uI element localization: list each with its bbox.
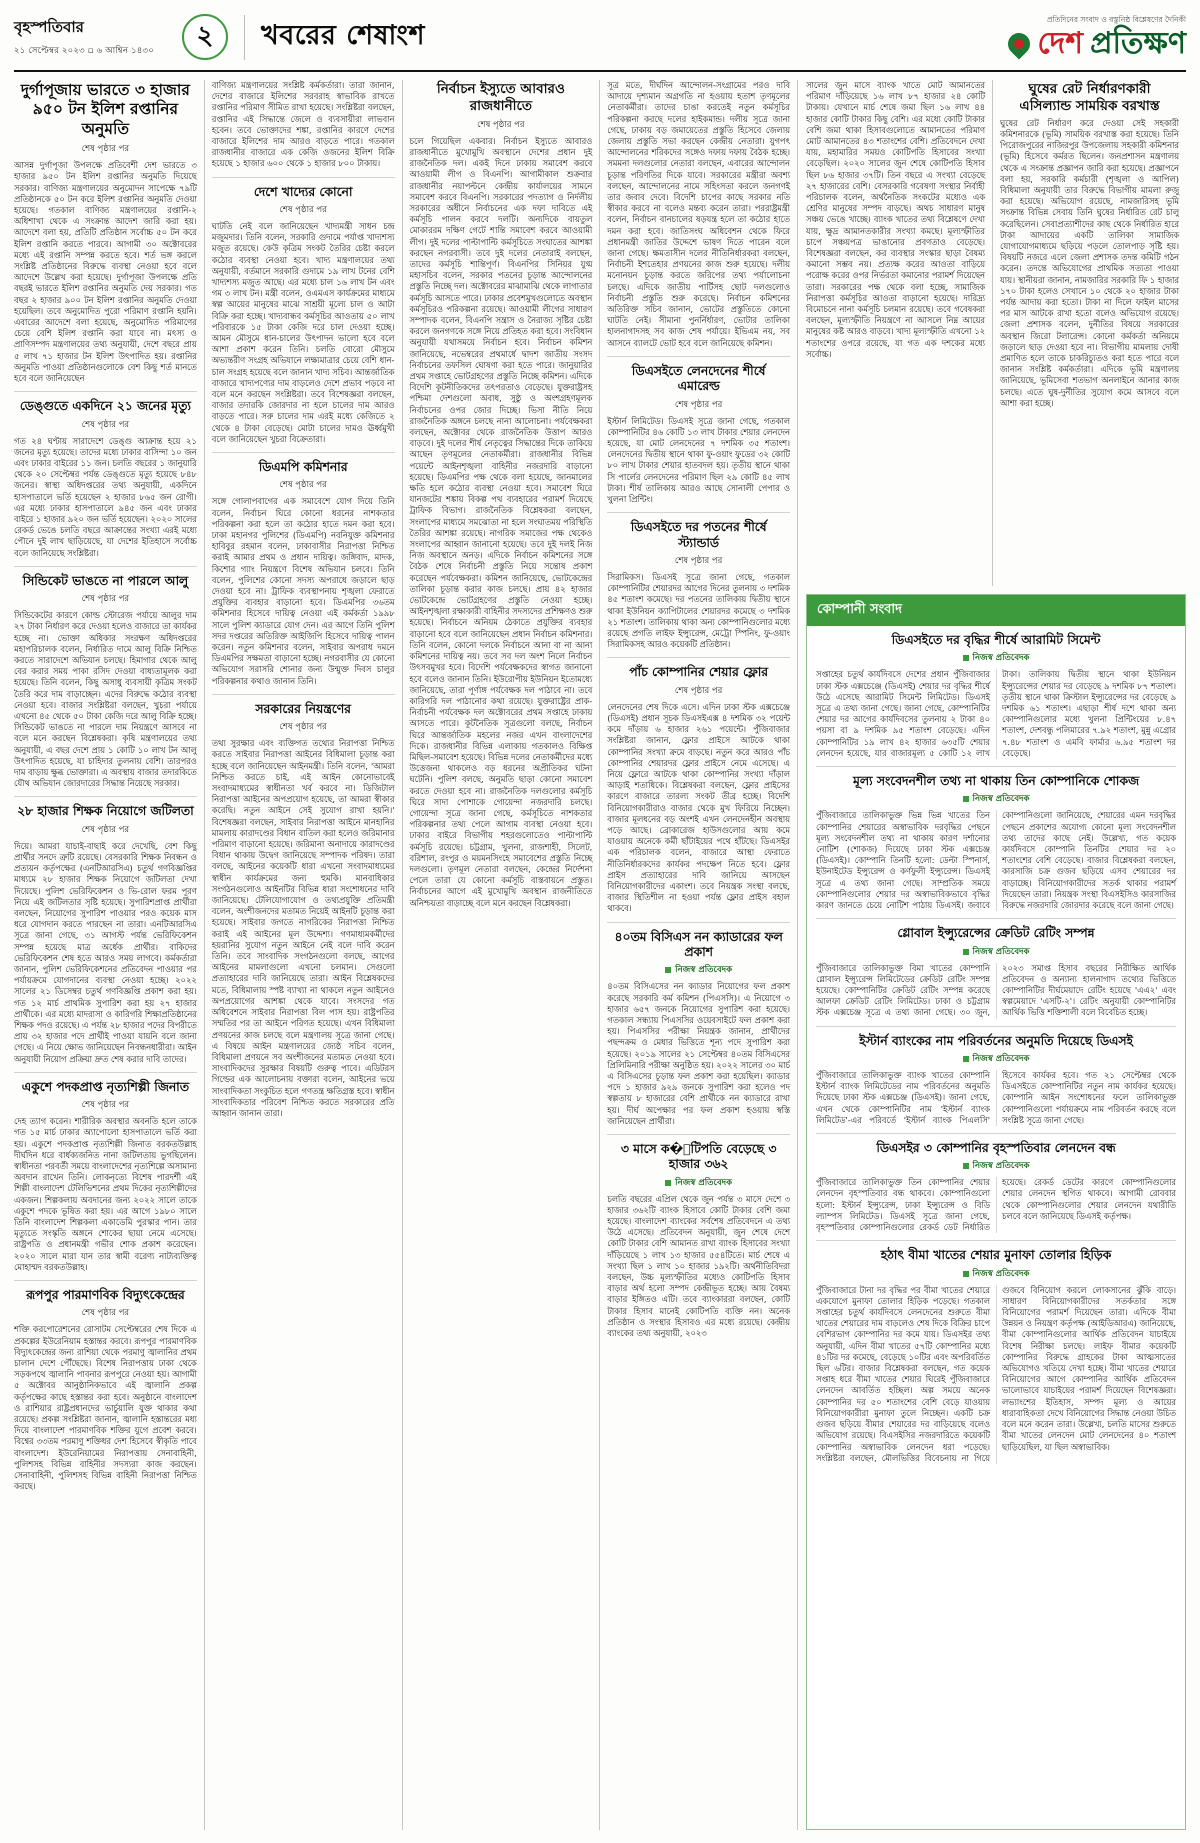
page-number-badge: ২	[182, 14, 228, 60]
article-body: ৪০তম বিসিএসের নন ক্যাডার নিয়োগের ফল প্রকাশ করেছে সরকারি কর্ম কমিশন (পিএসসি)। এ নিয়োগে ৩ হাজার ৬৫৭ জনকে নিয়োগের সুপারিশ করা হয়েছে। গতকাল সন্ধ্যায় পিএসসির ওয়েবসাইটে ফল প্রকাশ করা হয়। পিএসসির পরীক্ষা নিয়ন্ত্রক জানান, প্রার্থীদের পছন্দক্রম ও মেধার ভিত্তিতে শূন্য পদে সুপারিশ করা হয়েছে। ২০১৯ সালের ২১ সেপ্টেম্বর ৪০তম বিসিএসের প্রিলিমিনারি পরীক্ষা অনুষ্ঠিত হয়। ২০২২ সালের ৩০ মার্চ এ বিসিএসের চূড়ান্ত ফল প্রকাশ করা হয়েছিল। ক্যাডার পদে ১ হাজার ৯২৯ জনকে সুপারিশ করা হলেও পদ স্বল্পতায় ৮ হাজারের বেশি প্রার্থীকে নন ক্যাডারে রাখা হয়। দীর্ঘ অপেক্ষার পর ফল প্রকাশ হওয়ায় স্বস্তি জানিয়েছেন প্রার্থীরা।	[607, 981, 790, 1126]
article	[14, 566, 197, 790]
green-square-icon	[963, 1056, 969, 1062]
article	[816, 1240, 1176, 1464]
green-square-icon	[665, 1180, 671, 1186]
article-headline: দুর্গাপূজায় ভারতে ৩ হাজার ৯৫০ টন ইলিশ রপ্তানির অনুমতি	[20, 81, 190, 138]
right-region	[798, 80, 1186, 1830]
article	[14, 796, 197, 1064]
company-news-title-bar: কোম্পানী সংবাদ	[807, 595, 1185, 626]
article-body: পুঁজিবাজারে টানা দর বৃদ্ধির পর বীমা খাতের শেয়ারে একযোগে মুনাফা তোলার হিড়িক পড়েছে। গতকাল সপ্তাহের চতুর্থ কার্যদিবসে লেনদেনের শুরুতে বীমা খাতের শেয়ারের দাম বাড়লেও শেষ দিকে বিক্রির চাপে বেশিরভাগ কোম্পানির দর কমে যায়। ডিএসইর তথ্য অনুযায়ী, এদিন বীমা খাতের ৫৭টি কোম্পানির মধ্যে ৪১টির দর কমেছে, বেড়েছে ১০টির এবং অপরিবর্তিত ছিল ৬টির। বাজার বিশ্লেষকরা বলছেন, গত কয়েক সপ্তাহ ধরে বীমা খাতের শেয়ার ঘিরেই পুঁজিবাজারে লেনদেন আবর্তিত হচ্ছিল। অল্প সময়ে অনেক কোম্পানির দর ৫০ শতাংশের বেশি বেড়ে যাওয়ায় বিনিয়োগকারীরা মুনাফা তুলে নিচ্ছেন। একটি চক্র গুজব ছড়িয়ে বীমার শেয়ারের দর বাড়িয়েছে বলেও অভিযোগ রয়েছে। বিএসইসির নজরদারিতে কয়েকটি কোম্পানির অস্বাভাবিক লেনদেন ধরা পড়েছে। সংশ্লিষ্টরা বলছেন, মৌলভিত্তির বিবেচনায় না গিয়ে গুজবে বিনিয়োগ করলে লোকসানের ঝুঁকি বাড়ে। সাধারণ বিনিয়োগকারীদের সতর্কতার সঙ্গে বিনিয়োগের পরামর্শ দিয়েছেন তারা। এদিকে বীমা উন্নয়ন ও নিয়ন্ত্রণ কর্তৃপক্ষ (আইডিআরএ) জানিয়েছে, বীমা কোম্পানিগুলোর আর্থিক প্রতিবেদন যাচাইয়ে বিশেষ নিরীক্ষা চলছে। লাইফ বীমার কয়েকটি কোম্পানির বিরুদ্ধে গ্রাহকের টাকা আত্মসাতের অভিযোগও খতিয়ে দেখা হচ্ছে। বীমা খাতের শেয়ারে বিনিয়োগের আগে কোম্পানির আর্থিক প্রতিবেদন ভালোভাবে যাচাইয়ের পরামর্শ দিয়েছেন বিশেষজ্ঞরা। লভ্যাংশের ইতিহাস, সম্পদ মূল্য ও আয়ের ধারাবাহিকতা দেখে বিনিয়োগের সিদ্ধান্ত নেওয়া উচিত বলে মনে করেন তারা। উল্লেখ্য, চলতি মাসের শুরুতে বীমা খাতের লেনদেন মোট লেনদেনের ৪০ শতাংশ ছাড়িয়েছিল, যা ছিল অস্বাভাবিক।	[816, 1284, 1176, 1463]
article-body: বাণিজ্য মন্ত্রণালয়ের সংশ্লিষ্ট কর্মকর্তারা। তারা জানান, দেশের বাজারে ইলিশের সরবরাহ স্বাভাবিক রাখতে রপ্তানির পরিমাণ সীমিত রাখা হয়েছে। সংশ্লিষ্টরা বলছেন, রপ্তানির এই সিদ্ধান্তে জেলে ও ব্যবসায়ীরা লাভবান হবেন। তবে ভোক্তাদের শঙ্কা, রপ্তানির কারণে দেশের বাজারে ইলিশের দাম আরও বাড়তে পারে। গতকাল রাজধানীর বাজারে এক কেজি ওজনের ইলিশ বিক্রি হয়েছে ১ হাজার ৬০০ থেকে ১ হাজার ৮০০ টাকায়।	[211, 80, 395, 169]
article-headline: নির্বাচন ইস্যুতে আবারও রাজধানীতে	[436, 81, 565, 114]
article-body: আসন্ন দুর্গাপূজা উপলক্ষে প্রতিবেশী দেশ ভারতে ৩ হাজার ৯৫০ টন ইলিশ রপ্তানির অনুমতি দিয়েছে সরকার। বাণিজ্য মন্ত্রণালয়ের অনুমোদন সাপেক্ষে ৭৯টি প্রতিষ্ঠানকে ৫০ টন করে ইলিশ রপ্তানির অনুমতি দেওয়া হয়েছে। গতকাল বাণিজ্য মন্ত্রণালয়ের রপ্তানি-২ অধিশাখা থেকে এ সংক্রান্ত আদেশ জারি করা হয়। আদেশে বলা হয়, প্রতিটি প্রতিষ্ঠান সর্বোচ্চ ৫০ টন করে ইলিশ রপ্তানি করতে পারবে। আগামী ৩০ অক্টোবরের মধ্যে এই রপ্তানি সম্পন্ন করতে হবে। শর্ত ভঙ্গ করলে সংশ্লিষ্ট প্রতিষ্ঠানের বিরুদ্ধে ব্যবস্থা নেওয়া হবে বলে আদেশে উল্লেখ করা হয়েছে। দুর্গাপূজা উপলক্ষে প্রতি বছরই ভারতে ইলিশ রপ্তানির অনুমতি দেয় সরকার। গত বছর ২ হাজার ৯০০ টন ইলিশ রপ্তানির অনুমতি দেওয়া হয়েছিল। তবে অনুমোদিত পুরো পরিমাণ রপ্তানি হয়নি। এবারের আদেশে বলা হয়েছে, অনুমোদিত পরিমাণের চেয়ে বেশি ইলিশ রপ্তানি করা যাবে না। মৎস্য ও প্রাণিসম্পদ মন্ত্রণালয়ের তথ্য অনুযায়ী, দেশে বছরে প্রায় ৫ লাখ ৭১ হাজার টন ইলিশ উৎপাদিত হয়। রপ্তানির অনুমতি পাওয়া প্রতিষ্ঠানগুলোকে বেশ কিছু শর্ত মানতে হবে বলে জানিয়েছেন	[14, 160, 197, 383]
article-headline: হঠাৎ বীমা খাতের শেয়ার মুনাফা তোলার হিড়িক	[880, 1248, 1112, 1263]
green-square-icon	[963, 796, 969, 802]
masthead-block	[1008, 15, 1186, 59]
masthead-tagline: প্রতিদিনের সংবাদ ও বস্তুনিষ্ঠ বিশ্লেষণের দৈনিকী	[1046, 15, 1186, 24]
reporter-byline	[816, 1052, 1176, 1066]
article-headline: পাঁচ কোম্পানির শেয়ার ফ্লোর	[629, 665, 769, 680]
article	[607, 1134, 790, 1339]
reporter-byline-text: নিজস্ব প্রতিবেদক	[972, 794, 1030, 805]
article	[607, 80, 790, 349]
article	[212, 80, 395, 170]
article	[1000, 81, 1179, 409]
reporter-byline-text: নিজস্ব প্রতিবেদক	[972, 653, 1030, 664]
right-top-column-2	[993, 80, 1186, 586]
page-header	[14, 10, 1186, 64]
article-body: শক্তি করপোরেশনের রোসাটম সেপ্টেম্বরের শেষ দিকে এ প্রকল্পের ইউরেনিয়াম হস্তান্তর করবে। রূপপুর পারমাণবিক বিদ্যুৎকেন্দ্রের জন্য রাশিয়া থেকে পরমাণু জ্বালানির প্রথম চালান দেশে পৌঁছেছে। বিশেষ নিরাপত্তায় ঢাকা থেকে সড়কপথে জ্বালানি পাবনার রূপপুরে নেওয়া হয়। আগামী ৫ অক্টোবর আনুষ্ঠানিকভাবে এই জ্বালানি প্রকল্প কর্তৃপক্ষের কাছে হস্তান্তর করা হবে। অনুষ্ঠানে বাংলাদেশ ও রাশিয়ার রাষ্ট্রপ্রধানদের ভার্চুয়ালি যুক্ত থাকার কথা রয়েছে। প্রকল্প সংশ্লিষ্টরা জানান, জ্বালানি হস্তান্তরের মধ্য দিয়ে বাংলাদেশ পারমাণবিক শক্তির যুগে প্রবেশ করবে। বিশ্বের ৩৩তম পরমাণু শক্তিধর দেশ হিসেবে স্বীকৃতি পাবে বাংলাদেশ। ইউরেনিয়ামের নিরাপত্তায় সেনাবাহিনী, পুলিশসহ বিভিন্ন বাহিনীর সদস্যরা কাজ করছেন। সেনাবাহিনী, পুলিশসহ বিভিন্ন বাহিনী নিরাপত্তা নিশ্চিত করছে।	[14, 1324, 197, 1492]
article-body: চলতি বছরের এপ্রিল থেকে জুন পর্যন্ত ৩ মাসে দেশে ৩ হাজার ৩৬২টি ব্যাংক হিসাবে কোটি টাকার বেশি জমা হয়েছে। বাংলাদেশ ব্যাংকের সর্বশেষ প্রতিবেদনে এ তথ্য উঠে এসেছে। প্রতিবেদন অনুযায়ী, জুন শেষে দেশে কোটি টাকার বেশি আমানত রাখা ব্যাংক হিসাবের সংখ্যা দাঁড়িয়েছে ১ লাখ ১৩ হাজার ৫৫৪টিতে। মার্চ শেষে এ সংখ্যা ছিল ১ লাখ ১০ হাজার ১৯২টি। অর্থনীতিবিদরা বলছেন, উচ্চ মূল্যস্ফীতির মধ্যেও কোটিপতি হিসাব বাড়ার অর্থ হলো সম্পদ কেন্দ্রীভূত হচ্ছে। আয় বৈষম্য বাড়ার ইঙ্গিতও এটি। তবে ব্যাংকাররা বলছেন, কোটি টাকার হিসাব মানেই কোটিপতি ব্যক্তি নন। অনেক প্রতিষ্ঠান ও সংস্থার হিসাবও এর মধ্যে রয়েছে। কেন্দ্রীয় ব্যাংকের তথ্য অনুযায়ী, ২০২৩	[607, 1193, 790, 1339]
article	[14, 1280, 197, 1492]
article-headline: ডিএসইতে লেনদেনের শীর্ষে এমারেল্ড	[631, 363, 766, 394]
logo-word-desh: দেশ	[1037, 26, 1084, 61]
article-headline: সরকারের নিয়ন্ত্রণের	[255, 701, 351, 716]
green-square-icon	[963, 655, 969, 661]
article-headline: ২৮ হাজার শিক্ষক নিয়োগে জটিলতা	[17, 804, 194, 819]
article	[816, 1133, 1176, 1233]
article-body: ইস্টার্ন লিমিটেড। ডিএসই সূত্রে জানা গেছে, গতকাল কোম্পানিটির ৪৬ কোটি ১৩ লাখ টাকার শেয়ার লেনদেন হয়েছে, যা মোট লেনদেনের ৭ দশমিক ৩৫ শতাংশ। লেনদেনের দ্বিতীয় স্থানে থাকা ফু-ওয়াং ফুডের ৩২ কোটি ৮০ লাখ টাকার শেয়ার হাতবদল হয়। তৃতীয় স্থানে থাকা সি পার্লের লেনদেনের পরিমাণ ছিল ২৯ কোটি ৪৫ লাখ টাকা। শীর্ষ তালিকায় আরও আছে সোনালী পেপার ও খুলনা প্রিন্টিং।	[607, 415, 790, 505]
weekday-label: বৃহস্পতিবার	[14, 18, 84, 36]
article	[607, 922, 790, 1127]
article-headline: ৩ মাসে ক�োটিপতি বেড়েছে ৩ হাজার ৩৬২	[620, 1141, 777, 1172]
article-body: দিয়ে। আমরা যাচাই-বাছাই করে দেখেছি, বেশ কিছু প্রার্থীর সনদে ত্রুটি রয়েছে। বেসরকারি শিক্ষক নিবন্ধন ও প্রত্যয়ন কর্তৃপক্ষের (এনটিআরসিএ) চতুর্থ গণবিজ্ঞপ্তির মাধ্যমে ২৮ হাজার শিক্ষক নিয়োগে জটিলতা দেখা দিয়েছে। পুলিশ ভেরিফিকেশন ও ভি-রোল ফরম পূরণ নিয়ে এই জটিলতার সৃষ্টি হয়েছে। সুপারিশপ্রাপ্ত প্রার্থীরা বলছেন, নিয়োগের সুপারিশ পাওয়ার পরও কয়েক মাস ধরে যোগদান করতে পারছেন না তারা। এনটিআরসিএ সূত্রে জানা গেছে, ৩১ আগস্ট পর্যন্ত ভেরিফিকেশন সম্পন্ন হয়েছে মাত্র অর্ধেক প্রার্থীর। বাকিদের ভেরিফিকেশন শেষ হতে আরও সময় লাগবে। কর্মকর্তারা জানান, পুলিশ ভেরিফিকেশনের প্রতিবেদন পাওয়ার পর পর্যায়ক্রমে যোগদানের ব্যবস্থা নেওয়া হচ্ছে। ২০২২ সালের ২১ ডিসেম্বর চতুর্থ গণবিজ্ঞপ্তি প্রকাশ করা হয়। গত ১২ মার্চ প্রাথমিক সুপারিশ করা হয় ২৭ হাজার প্রার্থীকে। এর মধ্যে মাদরাসা ও কারিগরি শিক্ষাপ্রতিষ্ঠানের শিক্ষক পদও রয়েছে। এ পর্যন্ত ২৮ হাজার পদের বিপরীতে প্রায় ৩২ হাজার পদে প্রার্থীই পাওয়া যায়নি বলে জানা গেছে। এ নিয়ে ক্ষোভ জানিয়েছেন নিবন্ধনধারীরা। আইন অনুযায়ী নিয়োগ প্রক্রিয়া দ্রুত শেষ করার দাবি তাদের।	[14, 840, 197, 1064]
article-body: গত ২৪ ঘণ্টায় সারাদেশে ডেঙ্গু আক্রান্ত হয়ে ২১ জনের মৃত্যু হয়েছে। তাদের মধ্যে ঢাকার বাসিন্দা ১০ জন এবং ঢাকার বাইরের ১১ জন। চলতি বছরের ১ জানুয়ারি থেকে ২০ সেপ্টেম্বর পর্যন্ত ডেঙ্গুতে মৃত্যু হয়েছে ৮৪৮ জনের। স্বাস্থ্য অধিদপ্তরের তথ্য অনুযায়ী, একদিনে হাসপাতালে ভর্তি হয়েছেন ২ হাজার ৮৬৫ জন রোগী। এর মধ্যে ঢাকার হাসপাতালে ৯৪৫ জন এবং ঢাকার বাইরে ১ হাজার ৯২০ জন ভর্তি হয়েছেন। ২০২০ সালের রেকর্ড ভেঙে চলতি বছরে আক্রান্তের সংখ্যা এরই মধ্যে পৌনে দুই লাখ ছাড়িয়েছে, যা দেশের ইতিহাসে সর্বোচ্চ বলে জানিয়েছে সংশ্লিষ্টরা।	[14, 435, 197, 558]
article-headline: ডেঙ্গুতে একদিনে ২১ জনের মৃত্যু	[19, 399, 191, 414]
article-body: সঙ্গে গোলাপবাগের এক সমাবেশে যোগ দিয়ে তিনি বলেন, নির্বাচন ঘিরে কোনো ধরনের নাশকতার পরিকল্পনা করা হলে তা কঠোর হাতে দমন করা হবে। ঢাকা মহানগর পুলিশের (ডিএমপি) নবনিযুক্ত কমিশনার হাবিবুর রহমান বলেন, ঢাকাবাসীর নিরাপত্তা নিশ্চিত করাই আমার প্রথম ও প্রধান দায়িত্ব। জঙ্গিবাদ, মাদক, কিশোর গ্যাং নিয়ন্ত্রণে বিশেষ অভিযান চলবে। তিনি বলেন, পুলিশের কোনো সদস্য অপরাধে জড়ালে ছাড় দেওয়া হবে না। ট্রাফিক ব্যবস্থাপনায় শৃঙ্খলা ফেরাতে প্রযুক্তির ব্যবহার বাড়ানো হবে। ডিএমপির ৩৬তম কমিশনার হিসেবে দায়িত্ব নেওয়া এই কর্মকর্তা ১৯৯৮ সালে পুলিশ ক্যাডারে যোগ দেন। এর আগে তিনি পুলিশ সদর দপ্তরের অতিরিক্ত আইজিপি হিসেবে দায়িত্ব পালন করেন। নতুন কমিশনার বলেন, সাইবার অপরাধ দমনে ডিএমপির সক্ষমতা বাড়ানো হচ্ছে। নগরবাসীর যে কোনো অভিযোগ সরাসরি শোনার জন্য উন্মুক্ত দিবস চালুর পরিকল্পনার কথাও জানান তিনি।	[211, 496, 395, 686]
article	[410, 81, 593, 909]
continued-from-label: শেষ পৃষ্ঠার পর	[674, 685, 723, 696]
article-body: লেনদেনের শেষ দিকে এসে। এদিন ঢাকা স্টক এক্সচেঞ্জে (ডিএসই) প্রধান সূচক ডিএসইএক্স ৪ দশমিক ৩২ পয়েন্ট কমে দাঁড়ায় ৬ হাজার ২৬১ পয়েন্টে। পুঁজিবাজার সংশ্লিষ্টরা জানান, ফ্লোর প্রাইসে আটকে থাকা কোম্পানির সংখ্যা ক্রমে বাড়ছে। নতুন করে আরও পাঁচ কোম্পানির শেয়ারদর ফ্লোর প্রাইসে নেমে এসেছে। এ নিয়ে ফ্লোরে আটকে থাকা কোম্পানির সংখ্যা দাঁড়াল আড়াই শতাধিকে। বিশ্লেষকরা বলছেন, ফ্লোর প্রাইসের কারণে বাজারে তারল্য সংকট তীব্র হচ্ছে। বিদেশি বিনিয়োগকারীরাও বাজার থেকে মুখ ফিরিয়ে নিচ্ছেন। বাজার মূলধনের বড় অংশই এখন লেনদেনহীন অবস্থায় পড়ে আছে। ব্রোকারেজ হাউসগুলোর আয় কমে যাওয়ায় অনেকে কর্মী ছাঁটাইয়ের পথে হাঁটছে। ডিএসইর এক পরিচালক বলেন, বাজারে আস্থা ফেরাতে নীতিনির্ধারকদের কার্যকর পদক্ষেপ নিতে হবে। ফ্লোর প্রাইস প্রত্যাহারের দাবি জানিয়ে আসছেন বিনিয়োগকারীদের একাংশ। তবে নিয়ন্ত্রক সংস্থা বলছে, বাজার স্থিতিশীল না হওয়া পর্যন্ত ফ্লোর প্রাইস বহাল থাকবে।	[607, 701, 790, 914]
article	[806, 80, 985, 360]
article-body: পুঁজিবাজারে তালিকাভুক্ত তিন কোম্পানির শেয়ার লেনদেন বৃহস্পতিবার বন্ধ থাকবে। কোম্পানিগুলো হলো: ইস্টার্ন ইন্স্যুরেন্স, ঢাকা ইন্স্যুরেন্স ও বিডি ল্যাম্পস লিমিটেড। ডিএসই সূত্রে জানা গেছে, বৃহস্পতিবার কোম্পানিগুলোর রেকর্ড ডেট নির্ধারিত হয়েছে। রেকর্ড ডেটের কারণে কোম্পানিগুলোর শেয়ার লেনদেন স্থগিত থাকবে। আগামী রোববার থেকে কোম্পানিগুলোর শেয়ার লেনদেন যথারীতি চলবে বলে জানিয়েছে ডিএসই কর্তৃপক্ষ।	[816, 1177, 1176, 1233]
article-headline: সিন্ডিকেট ভাঙতে না পারলে আলু	[22, 573, 189, 588]
left-columns	[14, 80, 798, 1830]
green-square-icon	[963, 1163, 969, 1169]
article-headline: ডিএসইতে দর বৃদ্ধির শীর্ষে আরামিট সিমেন্ট	[891, 633, 1101, 647]
continued-from-label: শেষ পৃষ্ঠার পর	[477, 119, 525, 130]
company-news-articles	[807, 626, 1185, 1829]
logo-word-protikkhon: প্রতিক্ষণ	[1090, 26, 1186, 61]
article-headline: দেশে খাদ্যের কোনো	[253, 184, 353, 199]
article	[816, 918, 1176, 1018]
logo-emblem-icon	[1004, 28, 1035, 59]
article	[816, 633, 1176, 759]
article-headline: ঘুষের রেট নির্ধারণকারী এসিল্যান্ড সাময়িক বরখাস্ত	[1019, 81, 1160, 114]
green-square-icon	[963, 949, 969, 955]
header-left-block	[14, 16, 182, 58]
masthead-logo	[1008, 26, 1186, 61]
article-body: পুঁজিবাজারে তালিকাভুক্ত ভিন্ন ভিন্ন খাতের তিন কোম্পানির শেয়ারের অস্বাভাবিক দরবৃদ্ধির পেছনে মূল্য সংবেদনশীল তথ্য না থাকায় কারণ দর্শানোর নোটিশ (শোকজ) দিয়েছে ঢাকা স্টক এক্সচেঞ্জ (ডিএসই)। কোম্পানি তিনটি হলো: ডেল্টা স্পিনার্স, ইউনাইটেড ইন্স্যুরেন্স ও কর্ণফুলী ইন্স্যুরেন্স। ডিএসই সূত্রে এ তথ্য জানা গেছে। সাম্প্রতিক সময়ে কোম্পানিগুলোর শেয়ার দর অস্বাভাবিকভাবে বৃদ্ধির কারণ জানতে চেয়ে নোটিশ পাঠায় ডিএসই। জবাবে কোম্পানিগুলো জানিয়েছে, শেয়ারের এমন দরবৃদ্ধির পেছনে প্রকাশের অযোগ্য কোনো মূল্য সংবেদনশীল তথ্য তাদের কাছে নেই। উল্লেখ্য, গত কয়েক কার্যদিবসে কোম্পানি তিনটির শেয়ার দর ২০ শতাংশের বেশি বেড়েছে। বাজার বিশ্লেষকরা বলছেন, কারসাজি চক্র গুজব ছড়িয়ে এসব শেয়ারের দর বাড়াচ্ছে। বিনিয়োগকারীদের সতর্ক থাকার পরামর্শ দিয়েছেন তারা। নিয়ন্ত্রক সংস্থা বিএসইসিও কারসাজির বিরুদ্ধে নজরদারি জোরদার করেছে বলে জানা গেছে।	[816, 810, 1176, 910]
continued-from-label: শেষ পৃষ্ঠার পর	[81, 419, 130, 430]
article-body: চলে গিয়েছিল একবার। নির্বাচন ইস্যুতে আবারও রাজধানীতে মুখোমুখি অবস্থানে দেশের প্রধান দুই রাজনৈতিক দল। একই দিনে ঢাকায় সমাবেশ করবে আওয়ামী লীগ ও বিএনপি। আগামীকাল শুক্রবার রাজধানীর নয়াপল্টনে কেন্দ্রীয় কার্যালয়ের সামনে সমাবেশ করবে বিএনপি। সরকারের পদত্যাগ ও নির্দলীয় সরকারের অধীনে নির্বাচনের এক দফা দাবিতে এই কর্মসূচি পালন করবে দলটি। অন্যদিকে বায়তুল মোকাররম দক্ষিণ গেটে শান্তি সমাবেশ করবে আওয়ামী লীগ। দুই দলের পাল্টাপাল্টি কর্মসূচিতে সংঘাতের আশঙ্কা করছেন নগরবাসী। তবে দুই দলের নেতারাই বলছেন, তাদের কর্মসূচি শান্তিপূর্ণ। বিএনপির সিনিয়র যুগ্ম মহাসচিব বলেন, সরকার পতনের চূড়ান্ত আন্দোলনের প্রস্তুতি নিচ্ছে দল। অক্টোবরের মাঝামাঝি থেকে লাগাতার কর্মসূচি আসতে পারে। ঢাকার প্রবেশমুখগুলোতে অবস্থান কর্মসূচিরও পরিকল্পনা রয়েছে। আওয়ামী লীগের সাধারণ সম্পাদক বলেন, বিএনপি সন্ত্রাস ও নৈরাজ্য সৃষ্টির চেষ্টা করলে জনগণকে সঙ্গে নিয়ে প্রতিহত করা হবে। সংবিধান অনুযায়ী যথাসময়ে নির্বাচন হবে। নির্বাচন কমিশন জানিয়েছে, নভেম্বরের প্রথমার্ধে দ্বাদশ জাতীয় সংসদ নির্বাচনের তফসিল ঘোষণা করা হতে পারে। জানুয়ারির প্রথম সপ্তাহে ভোটগ্রহণের প্রস্তুতি নিচ্ছে কমিশন। এদিকে বিদেশি কূটনীতিকদের তৎপরতাও বেড়েছে। যুক্তরাষ্ট্রসহ পশ্চিমা দেশগুলো অবাধ, সুষ্ঠু ও অংশগ্রহণমূলক নির্বাচনের ওপর জোর দিচ্ছে। ভিসা নীতি নিয়ে রাজনৈতিক অঙ্গনে চলছে নানা আলোচনা। পর্যবেক্ষকরা বলছেন, অক্টোবর থেকে রাজনৈতিক উত্তাপ আরও বাড়বে। দুই দলের শীর্ষ নেতৃত্বের সিদ্ধান্তের দিকে তাকিয়ে আছেন তৃণমূলের নেতাকর্মীরা। রাজধানীর বিভিন্ন পয়েন্টে আইনশৃঙ্খলা বাহিনীর নজরদারি বাড়ানো হয়েছে। ডিএমপির পক্ষ থেকে বলা হয়েছে, জানমালের ক্ষতি হলে কঠোর ব্যবস্থা নেওয়া হবে। সমাবেশ ঘিরে যানজটের শঙ্কায় বিকল্প পথ ব্যবহারের পরামর্শ দিয়েছে ট্রাফিক বিভাগ। রাজনৈতিক বিশ্লেষকরা বলছেন, সংলাপের মাধ্যমে সমঝোতা না হলে সংঘাতময় পরিস্থিতি তৈরির আশঙ্কা রয়েছে। নাগরিক সমাজের পক্ষ থেকেও সংলাপের আহ্বান জানানো হয়েছে। তবে দুই দলই নিজ নিজ অবস্থানে অনড়। এদিকে নির্বাচন কমিশনের সঙ্গে বৈঠক শেষে নির্বাচনী প্রস্তুতি নিয়ে সন্তোষ প্রকাশ করেছেন পর্যবেক্ষকরা। কমিশন জানিয়েছে, ভোটকেন্দ্রের তালিকা চূড়ান্ত করার কাজ চলছে। প্রায় ৪২ হাজার ভোটকেন্দ্রে ভোটগ্রহণের প্রস্তুতি নেওয়া হচ্ছে। আইনশৃঙ্খলা রক্ষাকারী বাহিনীর সদস্যদের প্রশিক্ষণও শুরু হয়েছে। নির্বাচনে অনিয়ম ঠেকাতে প্রযুক্তির ব্যবহার বাড়ানো হবে বলে জানিয়েছেন প্রধান নির্বাচন কমিশনার। তিনি বলেন, কোনো দলকে নির্বাচনে আনা বা না আনা কমিশনের দায়িত্ব নয়। তবে সব দল অংশ নিলে নির্বাচন উৎসবমুখর হবে। বিদেশি পর্যবেক্ষকদের স্বাগত জানানো হবে বলেও জানান তিনি। ইউরোপীয় ইউনিয়ন ইতোমধ্যে জানিয়েছে, তারা পূর্ণাঙ্গ পর্যবেক্ষক দল পাঠাবে না। তবে কারিগরি দল পাঠানোর কথা রয়েছে। যুক্তরাষ্ট্রের প্রাক-নির্বাচনী পর্যবেক্ষক দল অক্টোবরের প্রথম সপ্তাহে ঢাকায় আসতে পারে। কূটনৈতিক সূত্রগুলো বলছে, নির্বাচন ঘিরে আন্তর্জাতিক মহলের নজর এখন বাংলাদেশের দিকে। রাজধানীর বিভিন্ন এলাকায় গতকালও বিক্ষিপ্ত মিছিল-সমাবেশ হয়েছে। বিভিন্ন দলের নেতাকর্মীদের মধ্যে উত্তেজনা থাকলেও বড় ধরনের অপ্রীতিকর ঘটনা ঘটেনি। পুলিশ বলছে, অনুমতি ছাড়া কোনো সমাবেশ করতে দেওয়া হবে না। রাজনৈতিক দলগুলোর কর্মসূচি ঘিরে সাদা পোশাকে গোয়েন্দা নজরদারি চলছে। গোয়েন্দা সূত্রে জানা গেছে, কর্মসূচিতে নাশকতার পরিকল্পনার তথ্য পেলে আগাম ব্যবস্থা নেওয়া হবে। ঢাকার বাইরে বিভাগীয় শহরগুলোতেও পাল্টাপাল্টি কর্মসূচি রয়েছে। চট্টগ্রাম, খুলনা, রাজশাহী, সিলেট, বরিশাল, রংপুর ও ময়মনসিংহে সমাবেশের প্রস্তুতি নিচ্ছে দলগুলো। তৃণমূল নেতারা বলছেন, কেন্দ্রের নির্দেশনা পেলে তারা যে কোনো কর্মসূচি বাস্তবায়নে প্রস্তুত। নির্বাচনের আগে এই মুখোমুখি অবস্থান রাজনীতিতে অনিশ্চয়তা বাড়াচ্ছে বলে মনে করছেন বিশ্লেষকরা।	[409, 135, 593, 908]
article	[816, 1026, 1176, 1126]
article-body: ঘুষের রেট নির্ধারণ করে দেওয়া সেই সহকারী কমিশনারকে (ভূমি) সাময়িক বরখাস্ত করা হয়েছে। তিনি পিরোজপুরের নাজিরপুর উপজেলায় সহকারী কমিশনার (ভূমি) হিসেবে কর্মরত ছিলেন। জনপ্রশাসন মন্ত্রণালয় থেকে এ সংক্রান্ত প্রজ্ঞাপন জারি করা হয়েছে। প্রজ্ঞাপনে বলা হয়, সরকারি কর্মচারী (শৃঙ্খলা ও আপিল) বিধিমালা অনুযায়ী তার বিরুদ্ধে বিভাগীয় মামলা রুজু করা হয়েছে। অভিযোগ রয়েছে, নামজারিসহ ভূমি সংক্রান্ত বিভিন্ন সেবায় তিনি ঘুষের নির্ধারিত রেট চালু করেছিলেন। সেবাপ্রত্যাশীদের কাছ থেকে নির্ধারিত হারে টাকা আদায়ের একটি তালিকা সামাজিক যোগাযোগমাধ্যমে ছড়িয়ে পড়লে তোলপাড় সৃষ্টি হয়। বিষয়টি নজরে এলে জেলা প্রশাসক তদন্ত কমিটি গঠন করেন। তদন্তে অভিযোগের প্রাথমিক সত্যতা পাওয়া যায়। স্থানীয়রা জানান, নামজারির সরকারি ফি ১ হাজার ১৭০ টাকা হলেও সেখানে ১০ থেকে ২০ হাজার টাকা পর্যন্ত আদায় করা হতো। টাকা না দিলে ফাইল মাসের পর মাস আটকে রাখা হতো বলেও অভিযোগ রয়েছে। জেলা প্রশাসক বলেন, দুর্নীতির বিষয়ে সরকারের অবস্থান জিরো টলারেন্স। কোনো কর্মকর্তা অনিয়মে জড়ালে ছাড় দেওয়া হবে না। বিভাগীয় মামলায় দোষী প্রমাণিত হলে তাকে চাকরিচ্যুতও করা হতে পারে বলে জানান সংশ্লিষ্ট কর্মকর্তারা। এদিকে ভূমি মন্ত্রণালয় জানিয়েছে, ভূমিসেবা শতভাগ অনলাইনে আনার কাজ চলছে। এতে ঘুষ-দুর্নীতির সুযোগ কমে আসবে বলে আশা করা হচ্ছে।	[1000, 117, 1179, 408]
article-headline: মূল্য সংবেদনশীল তথ্য না থাকায় তিন কোম্পানিকে শোকজ	[853, 773, 1139, 788]
continued-from-label: শেষ পৃষ্ঠার পর	[279, 204, 327, 215]
reporter-byline	[607, 1176, 790, 1190]
article-headline: একুশে পদকপ্রাপ্ত নৃত্যশিল্পী জিনাত	[21, 1079, 189, 1094]
article-headline: ৪০তম বিসিএস নন ক্যাডারের ফল প্রকাশ	[614, 929, 783, 959]
article	[816, 766, 1176, 911]
green-square-icon	[665, 967, 671, 973]
continued-from-label: শেষ পৃষ্ঠার পর	[279, 480, 327, 491]
right-top-column-1	[806, 80, 993, 586]
continued-from-label: শেষ পৃষ্ঠার পর	[279, 722, 327, 733]
reporter-byline	[816, 945, 1176, 959]
reporter-byline-text: নিজস্ব প্রতিবেদক	[972, 946, 1030, 957]
continued-from-label: শেষ পৃষ্ঠার পর	[81, 144, 130, 155]
reporter-byline	[816, 1159, 1176, 1173]
reporter-byline-text: নিজস্ব প্রতিবেদক	[675, 965, 733, 976]
article-headline: রূপপুর পারমাণবিক বিদ্যুৎকেন্দ্রের	[26, 1288, 185, 1303]
article	[212, 177, 395, 445]
article	[14, 391, 197, 559]
reporter-byline	[816, 651, 1176, 665]
news-column-2	[205, 80, 403, 1830]
article-headline: ডিএসইতে দর পতনের শীর্ষে স্ট্যান্ডার্ড	[630, 520, 767, 550]
company-news-box	[806, 594, 1186, 1830]
reporter-byline	[816, 792, 1176, 806]
article-body: ঘাটতি নেই বলে জানিয়েছেন খাদ্যমন্ত্রী সাধন চন্দ্র মজুমদার। তিনি বলেন, সরকারি গুদামে পর্যাপ্ত খাদ্যশস্য মজুত রয়েছে। কেউ কৃত্রিম সংকট তৈরির চেষ্টা করলে কঠোর ব্যবস্থা নেওয়া হবে। খাদ্য মন্ত্রণালয়ের তথ্য অনুযায়ী, বর্তমানে সরকারি গুদামে ১৯ লাখ টনের বেশি খাদ্যশস্য মজুত আছে। এর মধ্যে চাল ১৬ লাখ টন এবং গম ৩ লাখ টন। মন্ত্রী বলেন, ওএমএস কার্যক্রমের মাধ্যমে স্বল্প আয়ের মানুষের মাঝে সাশ্রয়ী মূল্যে চাল ও আটা বিক্রি করা হচ্ছে। খাদ্যবান্ধব কর্মসূচির আওতায় ৫০ লাখ পরিবারকে ১৫ টাকা কেজি দরে চাল দেওয়া হচ্ছে। আমন মৌসুমে ধান-চালের উৎপাদন ভালো হবে বলে আশা প্রকাশ করেন তিনি। চলতি বোরো মৌসুমে অভ্যন্তরীণ সংগ্রহ অভিযানে লক্ষ্যমাত্রার চেয়ে বেশি ধান-চাল সংগ্রহ হয়েছে বলে জানান খাদ্য সচিব। আন্তর্জাতিক বাজারে খাদ্যপণ্যের দাম বাড়লেও দেশে প্রভাব পড়বে না বলে মনে করছেন সংশ্লিষ্টরা। তবে বিশেষজ্ঞরা বলছেন, বাজার তদারকি জোরদার না হলে চালের দাম আরও বাড়তে পারে। সরু চালের দাম এরই মধ্যে কেজিতে ২ থেকে ৪ টাকা বেড়েছে। মোটা চালের দামও ঊর্ধ্বমুখী বলে জানিয়েছেন খুচরা বিক্রেতারা।	[211, 220, 395, 444]
article	[607, 657, 790, 914]
news-column-1	[14, 80, 205, 1830]
continued-from-label: শেষ পৃষ্ঠার পর	[674, 555, 723, 566]
article-headline: ইস্টার্ন ব্যাংকের নাম পরিবর্তনের অনুমতি দিয়েছে ডিএসই	[859, 1033, 1133, 1048]
page-body	[14, 80, 1186, 1830]
continued-from-label: শেষ পৃষ্ঠার পর	[81, 1100, 130, 1111]
right-top-region	[806, 80, 1186, 586]
news-column-3	[403, 80, 601, 1830]
article	[607, 356, 790, 505]
article	[607, 512, 790, 650]
reporter-byline	[816, 1267, 1176, 1281]
article-body: সূত্র মতে, দীর্ঘদিন আন্দোলন-সংগ্রামের পরও দাবি আদায়ে দৃশ্যমান অগ্রগতি না হওয়ায় হতাশ তৃণমূলের নেতাকর্মীরা। তাদের চাঙা করতেই নতুন কর্মসূচির পরিকল্পনা করছে দলের হাইকমান্ড। দলীয় সূত্রে জানা গেছে, ঢাকায় বড় জমায়েতের প্রস্তুতি হিসেবে জেলায় জেলায় প্রস্তুতি সভা করছেন কেন্দ্রীয় নেতারা। যুগপৎ আন্দোলনের শরিকদের সঙ্গেও দফায় দফায় বৈঠক হচ্ছে। সমমনা দলগুলোর নেতারা বলছেন, এবারের আন্দোলন চূড়ান্ত পরিণতির দিকে যাবে। সরকারের মন্ত্রীরা অবশ্য বলছেন, আন্দোলনের নামে সহিংসতা করলে জনগণই তার জবাব দেবে। বিদেশি চাপের কাছে সরকার নতি স্বীকার করবে না বলেও মন্তব্য করেন তারা। পররাষ্ট্রমন্ত্রী বলেন, নির্বাচন বানচালের ষড়যন্ত্র হলে তা কঠোর হাতে দমন করা হবে। জাতিসংঘ অধিবেশন থেকে ফিরে প্রধানমন্ত্রী জাতির উদ্দেশে ভাষণ দিতে পারেন বলে জানা গেছে। ক্ষমতাসীন দলের নীতিনির্ধারকরা বলছেন, নির্বাচনী ইশতেহার প্রণয়নের কাজ শুরু হয়েছে। দলীয় মনোনয়ন চূড়ান্ত করতে জরিপের তথ্য পর্যালোচনা চলছে। এদিকে জাতীয় পার্টিসহ ছোট দলগুলোও নির্বাচনী প্রস্তুতি শুরু করেছে। নির্বাচন কমিশনের অতিরিক্ত সচিব জানান, ভোটের প্রস্তুতিতে কোনো ঘাটতি নেই। সীমানা পুনর্নির্ধারণ, ভোটার তালিকা হালনাগাদসহ সব কাজ শেষ পর্যায়ে। ইভিএম নয়, সব আসনে ব্যালটে ভোট হবে বলে জানিয়েছে কমিশন।	[607, 80, 790, 348]
continued-from-label: শেষ পৃষ্ঠার পর	[81, 1308, 130, 1319]
article-body: সিরামিকস। ডিএসই সূত্রে জানা গেছে, গতকাল কোম্পানিটির শেয়ারদর আগের দিনের তুলনায় ৩ দশমিক ৪৫ শতাংশ কমেছে। দর পতনের তালিকায় দ্বিতীয় স্থানে থাকা ইউনিয়ন ক্যাপিটালের শেয়ারদর কমেছে ৩ দশমিক ২১ শতাংশ। তালিকায় থাকা অন্য কোম্পানিগুলোর মধ্যে রয়েছে প্রগতি লাইফ ইন্স্যুরেন্স, মেট্রো স্পিনিং, ফু-ওয়াং সিরামিকসহ আরও কয়েকটি প্রতিষ্ঠান।	[607, 571, 790, 650]
green-square-icon	[963, 1271, 969, 1277]
news-column-4	[600, 80, 798, 1830]
reporter-byline-text: নিজস্ব প্রতিবেদক	[972, 1053, 1030, 1064]
article-body: পুঁজিবাজারে তালিকাভুক্ত বিমা খাতের কোম্পানি গ্লোবাল ইন্স্যুরেন্স লিমিটেডের ক্রেডিট রেটিং সম্পন্ন হয়েছে। কোম্পানিটির ক্রেডিট রেটিং সম্পন্ন করেছে আলফা ক্রেডিট রেটিং লিমিটেড। ঢাকা ও চট্টগ্রাম স্টক এক্সচেঞ্জ সূত্রে এ তথ্য জানা গেছে। ৩০ জুন, ২০২৩ সমাপ্ত হিসাব বছরের নিরীক্ষিত আর্থিক প্রতিবেদন ও অন্যান্য হালনাগাদ তথ্যের ভিত্তিতে কোম্পানিটির দীর্ঘমেয়াদে রেটিং হয়েছে 'এএ২' এবং স্বল্পমেয়াদে 'এসটি-২'। রেটিং অনুযায়ী কোম্পানিটির আর্থিক ভিত্তি শক্তিশালী বলে বিবেচিত হচ্ছে।	[816, 962, 1176, 1018]
reporter-byline-text: নিজস্ব প্রতিবেদক	[972, 1268, 1030, 1279]
continued-from-label: শেষ পৃষ্ঠার পর	[674, 399, 723, 410]
continued-from-label: শেষ পৃষ্ঠার পর	[81, 824, 130, 835]
reporter-byline-text: নিজস্ব প্রতিবেদক	[675, 1177, 733, 1188]
continued-from-label: শেষ পৃষ্ঠার পর	[81, 594, 130, 605]
article	[14, 81, 197, 384]
section-title: খবরের শেষাংশ	[244, 15, 425, 60]
article-body: সিন্ডিকেটের কারণে কোল্ড স্টোরেজ পর্যায়ে আলুর দাম ২৭ টাকা নির্ধারণ করে দেওয়া হলেও বাজারে তা কার্যকর হচ্ছে না। ভোক্তা অধিকার সংরক্ষণ অধিদপ্তরের মহাপরিচালক বলেন, নির্ধারিত দামে আলু বিক্রি নিশ্চিত করতে সারাদেশে অভিযান চলছে। হিমাগার থেকে আলু বের করার সময় পাকা রসিদ দেওয়া বাধ্যতামূলক করা হয়েছে। তিনি বলেন, কিছু অসাধু ব্যবসায়ী কৃত্রিম সংকট তৈরি করে দাম বাড়াচ্ছেন। এদের বিরুদ্ধে কঠোর ব্যবস্থা নেওয়া হবে। বাজার সংশ্লিষ্টরা বলছেন, খুচরা পর্যায়ে এখনো ৪৫ থেকে ৫০ টাকা কেজি দরে আলু বিক্রি হচ্ছে। সিন্ডিকেট ভাঙতে না পারলে দাম নিয়ন্ত্রণে আসবে না বলে মনে করছেন বিশ্লেষকরা। কৃষি মন্ত্রণালয়ের তথ্য অনুযায়ী, এ বছর দেশে প্রায় ১ কোটি ১০ লাখ টন আলু উৎপাদিত হয়েছে, যা চাহিদার তুলনায় বেশি। তারপরও দাম বাড়ায় ক্ষুব্ধ ভোক্তারা। এ অবস্থায় বাজার তদারকিতে যৌথ অভিযান জোরদারের সিদ্ধান্ত নিয়েছে সরকার।	[14, 610, 197, 789]
reporter-byline	[607, 963, 790, 977]
article-body: পুঁজিবাজারে তালিকাভুক্ত ব্যাংক খাতের কোম্পানি ইস্টার্ন ব্যাংক লিমিটেডের নাম পরিবর্তনের অনুমতি দিয়েছে ঢাকা স্টক এক্সচেঞ্জ (ডিএসই)। জানা গেছে, এখন থেকে কোম্পানিটির নাম 'ইস্টার্ন ব্যাংক লিমিটেড'-এর পরিবর্তে 'ইস্টার্ন ব্যাংক পিএলসি' হিসেবে কার্যকর হবে। গত ২১ সেপ্টেম্বর থেকে ডিএসইতে কোম্পানিটির নতুন নাম কার্যকর হয়েছে। কোম্পানি আইন সংশোধনের ফলে তালিকাভুক্ত কোম্পানিগুলো পর্যায়ক্রমে নাম পরিবর্তন করছে বলে সংশ্লিষ্ট সূত্রে জানা গেছে।	[816, 1069, 1176, 1125]
article-body: সালের জুন মাসে ব্যাংক খাতে মোট আমানতের পরিমাণ দাঁড়িয়েছে ১৬ লাখ ৮৭ হাজার ২৪ কোটি টাকায়। যেখানে মার্চ শেষে জমা ছিল ১৬ লাখ ৪৪ হাজার কোটি টাকার কিছু বেশি। এর মধ্যে কোটি টাকার বেশি জমা থাকা হিসাবগুলোতে আমানতের পরিমাণ মোট আমানতের ৪৩ শতাংশের বেশি। প্রতিবেদনে দেখা যায়, মহামারির সময়ও কোটিপতি হিসাবের সংখ্যা বেড়েছিল। ২০২০ সালের জুন শেষে কোটিপতি হিসাব ছিল ৮৬ হাজার ৩৭টি। তিন বছরে এ সংখ্যা বেড়েছে ২৭ হাজারের বেশি। বেসরকারি গবেষণা সংস্থার নির্বাহী পরিচালক বলেন, অর্থনৈতিক সংকটের মধ্যেও এক শ্রেণির মানুষের সম্পদ বাড়ছে। অথচ সাধারণ মানুষ সঞ্চয় ভেঙে খাচ্ছে। ব্যাংক খাতের তথ্য বিশ্লেষণে দেখা যায়, ক্ষুদ্র আমানতকারীর সংখ্যা কমছে। মূল্যস্ফীতির চাপে সঞ্চয়পত্র ভাঙানোর প্রবণতাও বেড়েছে। বিশেষজ্ঞরা বলছেন, কর ব্যবস্থার সংস্কার ছাড়া বৈষম্য কমানো সম্ভব নয়। প্রত্যক্ষ করের আওতা বাড়িয়ে পরোক্ষ করের ওপর নির্ভরতা কমানোর পরামর্শ দিয়েছেন তারা। সরকারের পক্ষ থেকে বলা হচ্ছে, সামাজিক নিরাপত্তা কর্মসূচির আওতা বাড়ানো হয়েছে। দারিদ্র্য বিমোচনে নানা কর্মসূচি চলমান রয়েছে। তবে গবেষকরা বলছেন, মূল্যস্ফীতি নিয়ন্ত্রণে না আসলে নিম্ন আয়ের মানুষের কষ্ট আরও বাড়বে। খাদ্য মূল্যস্ফীতি এখনো ১২ শতাংশের ওপরে রয়েছে, যা গত এক দশকের মধ্যে সর্বোচ্চ।	[806, 80, 985, 359]
article-body: তথ্য সুরক্ষার এবং ব্যক্তিগত তথ্যের নিরাপত্তা নিশ্চিত করতে সাইবার নিরাপত্তা আইনের বিধিমালা চূড়ান্ত করা হচ্ছে বলে জানিয়েছেন আইনমন্ত্রী। তিনি বলেন, 'আমরা নিশ্চিত করতে চাই, এই আইন কোনোভাবেই সংবাদমাধ্যমের স্বাধীনতা খর্ব করবে না। ডিজিটাল নিরাপত্তা আইনের অপপ্রয়োগ হয়েছে, তা আমরা স্বীকার করেছি। নতুন আইনে সেই সুযোগ রাখা হয়নি।' বিশেষজ্ঞরা বলছেন, সাইবার নিরাপত্তা আইনে মানহানির মামলায় কারাদণ্ডের বিধান বাতিল করা হলেও জরিমানার পরিমাণ বাড়ানো হয়েছে। জরিমানা অনাদায়ে কারাদণ্ডের বিধান থাকায় উদ্বেগ জানিয়েছে সম্পাদক পরিষদ। তারা বলছে, আইনের কয়েকটি ধারা এখনো সংবাদমাধ্যমের স্বাধীন কার্যক্রমের জন্য হুমকি। মানবাধিকার সংগঠনগুলোও আইনটির বিভিন্ন ধারা সংশোধনের দাবি জানিয়েছে। টেলিযোগাযোগ ও তথ্যপ্রযুক্তি প্রতিমন্ত্রী বলেন, অংশীজনদের মতামত নিয়েই আইনটি চূড়ান্ত করা হয়েছে। সাইবার জগতে নাগরিকের নিরাপত্তা নিশ্চিত করাই এই আইনের মূল উদ্দেশ্য। গণমাধ্যমকর্মীদের হয়রানির সুযোগ নতুন আইনে নেই বলে দাবি করেন তিনি। তবে সাংবাদিক সংগঠনগুলো বলছে, আগের আইনের মামলাগুলো এখনো চলমান। সেগুলো প্রত্যাহারের দাবি জানিয়েছে তারা। আইন বিশ্লেষকদের মতে, বিধিমালায় স্পষ্ট ব্যাখ্যা না থাকলে নতুন আইনেও অপপ্রয়োগের আশঙ্কা থেকে যাবে। সংসদের গত অধিবেশনে সাইবার নিরাপত্তা বিল পাস হয়। রাষ্ট্রপতির সম্মতির পর তা আইনে পরিণত হয়েছে। এখন বিধিমালা প্রণয়নের কাজ চলছে বলে মন্ত্রণালয় সূত্রে জানা গেছে। এ বিষয়ে আইন মন্ত্রণালয়ের জ্যেষ্ঠ সচিব বলেন, বিধিমালা প্রণয়নে সব অংশীজনের মতামত নেওয়া হবে। সাংবাদিকদের সুরক্ষার বিষয়টি গুরুত্ব পাবে। এডিটরস গিল্ডের এক আলোচনায় বক্তারা বলেন, আইনের ভয়ে সাংবাদিকতা সংকুচিত হলে গণতন্ত্র ক্ষতিগ্রস্ত হবে। স্বাধীন সাংবাদিকতার পরিবেশ নিশ্চিত করতে সরকারের প্রতি আহ্বান জানান তারা।	[211, 738, 395, 1118]
article-headline: ডিএসইর ৩ কোম্পানির বৃহস্পতিবার লেনদেন বন্ধ	[876, 1140, 1116, 1155]
header-divider	[14, 70, 1186, 72]
reporter-byline-text: নিজস্ব প্রতিবেদক	[972, 1161, 1030, 1172]
article	[14, 1072, 197, 1273]
article-headline: ডিএমপি কমিশনার	[258, 460, 348, 475]
date-line: ২১ সেপ্টেম্বর ২০২৩ ▫ ৬ আশ্বিন ১৪৩০	[14, 46, 154, 56]
article-headline: গ্লোবাল ইন্স্যুরেন্সের ক্রেডিট রেটিং সম্পন্ন	[897, 926, 1095, 941]
article-body: দেহ ত্যাগ করেন। শারীরিক অবস্থার অবনতি হলে তাকে গত ১৫ মার্চ ঢাকার অ্যাপোলো হাসপাতালে ভর্তি করা হয়। একুশে পদকপ্রাপ্ত নৃত্যশিল্পী জিনাত বরকতউল্লাহ দীর্ঘদিন ধরে বার্ধক্যজনিত নানা জটিলতায় ভুগছিলেন। স্বাধীনতা পরবর্তী সময়ে বাংলাদেশের নৃত্যশিল্পে অসামান্য অবদান রাখেন তিনি। লোকনৃত্যে বিশেষ পারদর্শী এই শিল্পী বাংলাদেশ টেলিভিশনের প্রথম দিকের নৃত্যশিল্পীদের একজন। শিল্পকলায় অবদানের জন্য ২০২২ সালে তাকে একুশে পদকে ভূষিত করা হয়। এর আগে ১৯৮০ সালে তিনি বাংলাদেশ শিল্পকলা একাডেমি পুরস্কার পান। তার মৃত্যুতে সংস্কৃতি অঙ্গনে শোকের ছায়া নেমে এসেছে। রাষ্ট্রপতি ও প্রধানমন্ত্রী গভীর শোক প্রকাশ করেছেন। ২০২০ সালে মারা যান তার স্বামী বরেণ্য নাট্যব্যক্তিত্ব মোহাম্মদ বরকতউল্লাহ।	[14, 1116, 197, 1272]
article	[212, 452, 395, 687]
article-body: সপ্তাহের চতুর্থ কার্যদিবসে দেশের প্রধান পুঁজিবাজার ঢাকা স্টক এক্সচেঞ্জে (ডিএসই) শেয়ার দর বৃদ্ধির শীর্ষে উঠে এসেছে আরামিট সিমেন্ট লিমিটেড। ডিএসই সূত্রে এ তথ্য জানা গেছে। জানা গেছে, কোম্পানিটির শেয়ার দর আগের কার্যদিবসের তুলনায় ২ টাকা ৪০ পয়সা বা ৯ দশমিক ৯৫ শতাংশ বেড়েছে। এদিন কোম্পানিটির ১৯ লাখ ৪২ হাজার ৬৩৫টি শেয়ার লেনদেন হয়েছে, যার বাজারমূল্য ৫ কোটি ১২ লাখ টাকা। তালিকায় দ্বিতীয় স্থানে থাকা ইউনিয়ন ইন্স্যুরেন্সের শেয়ার দর বেড়েছে ৯ দশমিক ৮৭ শতাংশ। তৃতীয় স্থানে থাকা ক্রিস্টাল ইন্স্যুরেন্সের দর বেড়েছে ৯ দশমিক ৬১ শতাংশ। এছাড়া শীর্ষ দশে থাকা অন্য কোম্পানিগুলোর মধ্যে খুলনা প্রিন্টিংয়ের ৮.৪৭ শতাংশ, দেশবন্ধু পলিমারের ৭.৯২ শতাংশ, মুন্নু এগ্রোর ৭.৪৮ শতাংশ ও এমবি ফার্মার ৬.৯৫ শতাংশ দর বেড়েছে।	[816, 669, 1176, 758]
article	[212, 694, 395, 1119]
